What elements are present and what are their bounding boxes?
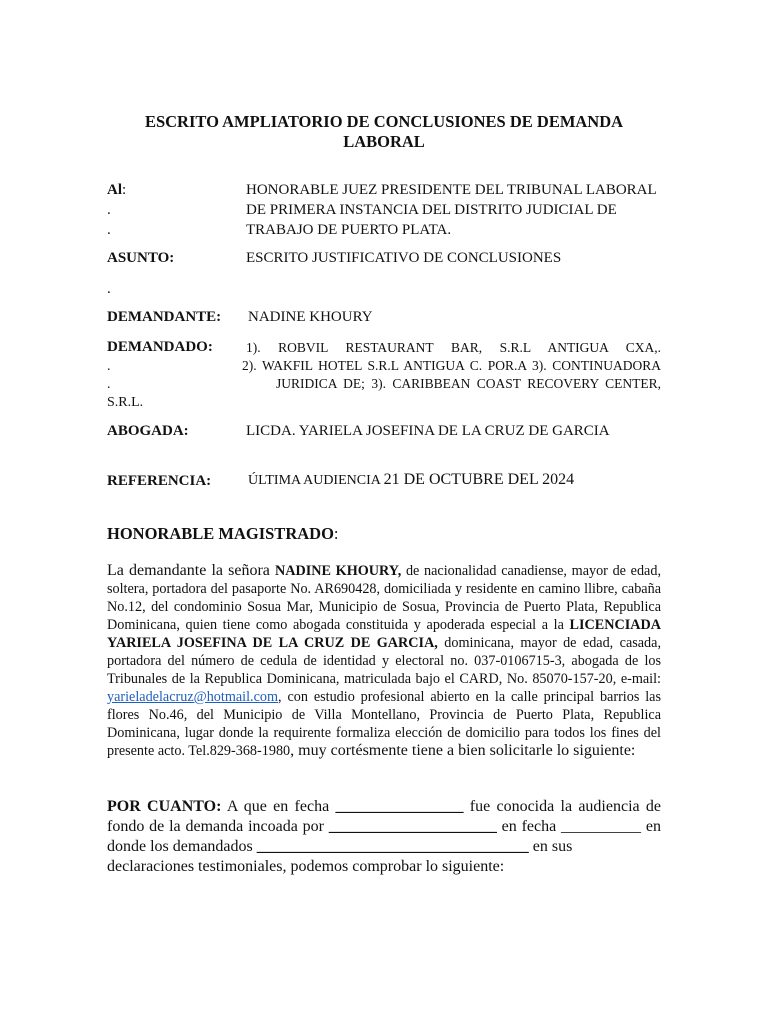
- por-cuanto-text-2: fue conocida la audiencia de fondo de la demanda incoada por: [107, 798, 661, 835]
- demandado-line-1: 1). ROBVIL RESTAURANT BAR, S.R.L ANTIGUA CXA,.: [246, 340, 661, 355]
- demandante-label: DEMANDANTE:: [107, 309, 222, 325]
- email-link[interactable]: yarieladelacruz@hotmail.com: [107, 689, 279, 705]
- demandados-blank: __________________________________: [256, 838, 529, 855]
- por-cuanto-paragraph: [107, 797, 661, 857]
- referencia-value-a: ÚLTIMA AUDIENCIA: [248, 473, 384, 488]
- abogada-name: LICENCIADA YARIELA JOSEFINA DE LA CRUZ DE GARCIA,: [107, 617, 661, 651]
- al-label: [107, 181, 126, 199]
- al-dot-2: .: [107, 222, 111, 238]
- salutation-colon: :: [333, 524, 339, 543]
- demandante-name: NADINE KHOURY,: [275, 563, 402, 579]
- por-cuanto-label: POR CUANTO:: [107, 798, 222, 815]
- salutation: [107, 525, 339, 543]
- body-paragraph: [107, 562, 661, 760]
- body-text-3: dominicana, mayor de edad, casada, portadora del número de cedula de identidad y electoral no. 037-0106715-3, abogada de los Tribunales de la Republica Dominicana, matriculada bajo el CARD, No. 85070-157-20, e-mail:: [107, 635, 661, 687]
- document-title: ESCRITO AMPLIATORIO DE CONCLUSIONES DE DEMANDA LABORAL: [144, 112, 624, 151]
- demandante-value: NADINE KHOURY: [248, 309, 373, 325]
- por-cuanto-text-1: A que en fecha: [221, 798, 336, 815]
- salutation-text: HONORABLE MAGISTRADO: [107, 524, 334, 543]
- por-cuanto-last-line: declaraciones testimoniales, podemos comprobar lo siguiente:: [107, 858, 505, 875]
- referencia-label: REFERENCIA:: [107, 473, 212, 489]
- demandado-line-3: JURIDICA DE; 3). CARIBBEAN COAST RECOVERY CENTER,: [276, 376, 661, 391]
- referencia-value-b: 21 DE OCTUBRE DEL 2024: [383, 471, 575, 488]
- referencia-value: [248, 471, 574, 490]
- demandado-label: DEMANDADO:: [107, 339, 213, 355]
- body-text-2: de nacionalidad canadiense, mayor de edad, soltera, portadora del pasaporte No. AR690428, domiciliada y residente en camino llibre, cabaña No.12, del condominio Sosua Mar, Municipio de Sosua, Provincia de Puerto Plata, Republica Dominicana, quien tiene como abogada constituida y apoderada especial a la: [107, 563, 661, 633]
- asunto-dot: .: [107, 281, 111, 297]
- al-colon: :: [122, 182, 127, 198]
- asunto-value: ESCRITO JUSTIFICATIVO DE CONCLUSIONES: [246, 250, 562, 266]
- abogada-label: ABOGADA:: [107, 423, 189, 439]
- demandado-line-2: 2). WAKFIL HOTEL S.R.L ANTIGUA C. POR.A 3). CONTINUADORA: [242, 358, 661, 373]
- al-label-text: Al: [107, 182, 122, 198]
- fecha-blank: ________________: [335, 798, 464, 815]
- body-text-1: La demandante la señora: [107, 562, 276, 579]
- demandado-dot-2: .: [107, 377, 111, 392]
- al-line-2: DE PRIMERA INSTANCIA DEL DISTRITO JUDICIAL DE: [246, 202, 617, 218]
- al-line-3: TRABAJO DE PUERTO PLATA.: [246, 222, 452, 238]
- body-text-5: , muy cortésmente tiene a bien solicitarle lo siguiente:: [290, 742, 636, 759]
- por-cuanto-text-4: en sus: [528, 838, 573, 855]
- al-line-1: HONORABLE JUEZ PRESIDENTE DEL TRIBUNAL LABORAL: [246, 182, 657, 198]
- demandado-dot-1: .: [107, 359, 111, 374]
- al-dot-1: .: [107, 202, 111, 218]
- asunto-label: ASUNTO:: [107, 250, 175, 266]
- demandado-line-4: S.R.L.: [107, 395, 144, 410]
- por-cuanto-text-3: en fecha __________ en donde los demandados: [107, 818, 661, 855]
- abogada-value: LICDA. YARIELA JOSEFINA DE LA CRUZ DE GARCIA: [246, 423, 610, 439]
- body-text-4: , con estudio profesional abierto en la calle principal barrios las flores No.46, del Municipio de Villa Montellano, Provincia de Puerto Plata, Republica Dominicana, lugar donde la requirente formaliza elección de domicilio para todos los fines del presente acto. Tel.829-368-1980: [107, 689, 661, 759]
- incoada-blank: _____________________: [328, 818, 497, 835]
